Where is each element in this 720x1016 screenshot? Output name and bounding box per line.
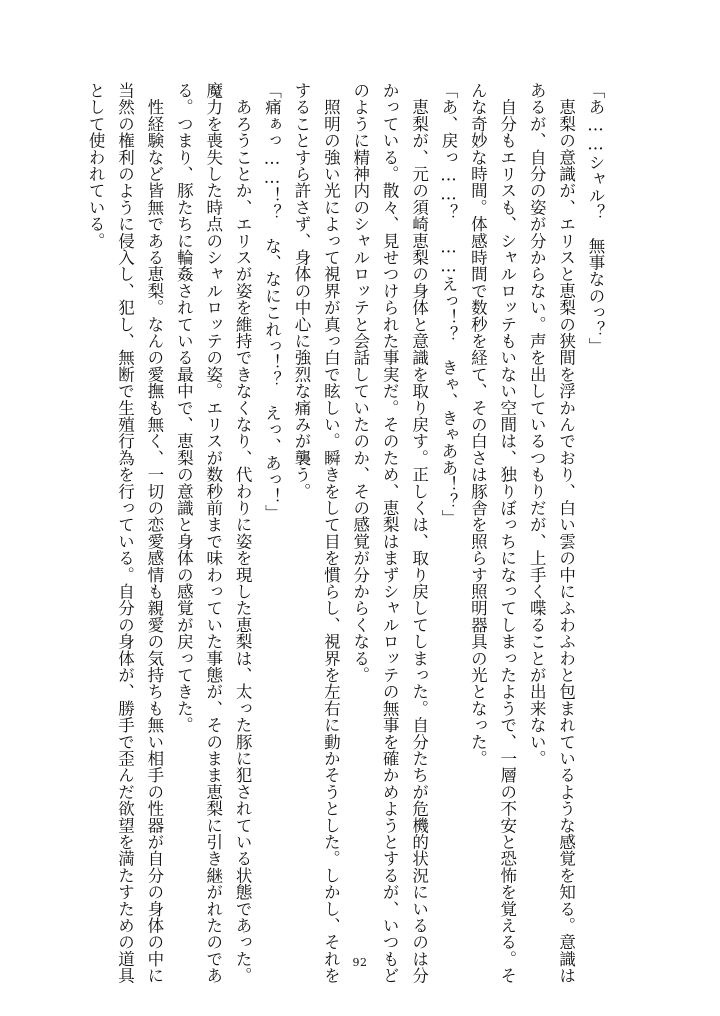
text-line: として使われている。: [86, 82, 106, 249]
text-line: 「あ……シャル？ 無事なのっ？」: [586, 82, 605, 355]
text-line: 自分もエリスも、シャルロッテもいない空間は、独りぼっちになってしまったようで、一層の不安と恐怖を覚える。そ: [497, 82, 517, 984]
text-line: 「痛ぁっ……！？ な、なにこれっ！？ えっ、あっ！」: [262, 82, 282, 522]
text-line: んな奇妙な時間。体感時間で数秒を経て、その白さは豚舎を照らす照明器具の光となった。: [468, 82, 488, 767]
text-line: 照明の強い光によって視界が真っ白で眩しい。瞬きをして目を慣らし、視界を左右に動かそうとした。しかし、それを: [321, 82, 341, 984]
text-line: 当然の権利のように侵入し、犯し、無断で生殖行為を行っている。自分の身体が、勝手で歪んだ欲望を満たすための道具: [115, 82, 135, 984]
page-number: 92: [352, 956, 368, 969]
text-line: る。つまり、豚たちに輪姦されている最中で、恵梨の意識と身体の感覚が戻ってきた。: [174, 82, 194, 734]
text-line: かっている。散々、見せつけられた事実だ。そのため、恵梨はまずシャルロッテの無事を確かめようとするが、いつもど: [380, 82, 400, 984]
text-line: 恵梨が、元の須崎恵梨の身体と意識を取り戻す。正しくは、取り戻してしまった。自分たちが危機的状況にいるのは分: [409, 82, 429, 984]
text-line: 性経験など皆無である恵梨。なんの愛撫も無く、一切の恋愛感情も親愛の気持ちも無い相手の性器が自分の身体の中に: [144, 82, 164, 984]
text-line: 恵梨の意識が、エリスと恵梨の狭間を浮かんでおり、白い雲の中にふわふわと包まれているような感覚を知る。意識は: [556, 82, 576, 984]
text-line: することすら許さず、身体の中心に強烈な痛みが襲う。: [291, 82, 311, 500]
text-line: 「あ、戻っ……？ ……えっ！？ きゃ、きゃああ！？」: [438, 82, 458, 527]
text-line: あろうことか、エリスが姿を維持できなくなり、代わりに姿を現した恵梨は、太った豚に犯されている状態であった。: [233, 82, 253, 984]
text-line: のように精神内のシャルロッテと会話していたのか、その感覚が分からくなる。: [350, 82, 370, 684]
text-line: あるが、自分の姿が分からない。声を出しているつもりだが、上手く喋ることが出来ない。: [527, 82, 547, 767]
text-line: 魔力を喪失した時点のシャルロッテの姿。エリスが数秒前まで味わっていた事態が、そのまま恵梨に引き継がれたのであ: [203, 82, 223, 984]
